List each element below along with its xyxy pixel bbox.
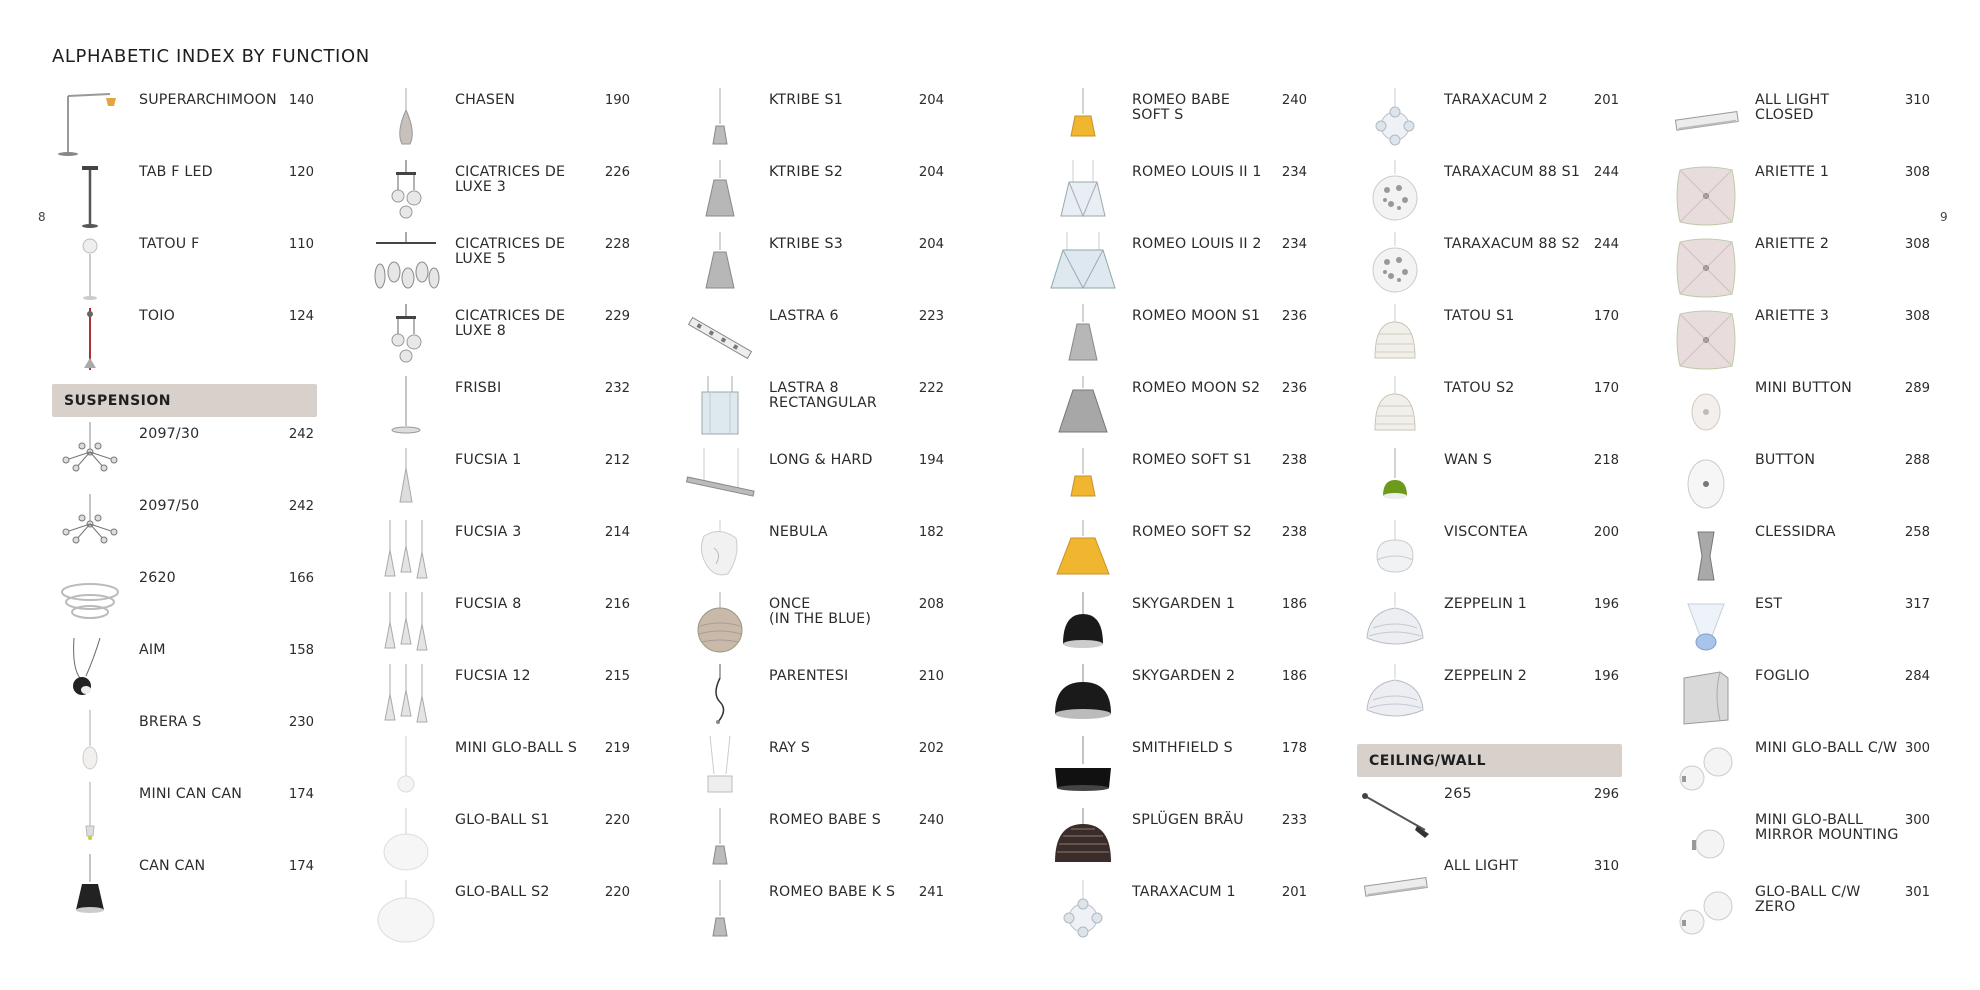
page-reference: 201	[1281, 885, 1307, 900]
bulb-sphere-icon	[1359, 160, 1431, 228]
product-name: AIM	[139, 642, 166, 658]
index-entry[interactable]	[682, 88, 952, 160]
index-entry[interactable]	[52, 494, 322, 566]
product-name: SKYGARDEN 2	[1132, 668, 1236, 684]
page-reference: 238	[1281, 453, 1307, 468]
index-entry[interactable]	[368, 808, 638, 880]
product-name: CICATRICES DE LUXE 5	[455, 236, 566, 267]
page-reference: 204	[918, 93, 944, 108]
fabric-square-icon	[1670, 160, 1742, 228]
product-name: VISCONTEA	[1444, 524, 1528, 540]
index-entry[interactable]	[52, 638, 322, 710]
index-entry[interactable]	[682, 592, 952, 664]
index-entry[interactable]	[52, 566, 322, 638]
product-name: NEBULA	[769, 524, 828, 540]
product-name: SPLÜGEN BRÄU	[1132, 812, 1244, 828]
index-entry[interactable]	[1668, 520, 1938, 592]
page-reference: 244	[1593, 237, 1619, 252]
page-reference: 310	[1904, 93, 1930, 108]
page-reference: 233	[1281, 813, 1307, 828]
page-reference: 216	[604, 597, 630, 612]
chandelier-icon	[54, 422, 126, 490]
product-name: TATOU S1	[1444, 308, 1515, 324]
product-name: MINI GLO-BALL MIRROR MOUNTING	[1755, 812, 1899, 843]
floor-reading-lamp-icon	[54, 160, 126, 228]
index-entry[interactable]	[1357, 304, 1627, 376]
index-entry[interactable]	[1045, 448, 1315, 520]
floor-globe-lamp-icon	[54, 232, 126, 300]
index-entry[interactable]	[1668, 232, 1938, 304]
index-entry[interactable]	[682, 160, 952, 232]
page-reference: 300	[1904, 741, 1930, 756]
index-entry[interactable]	[1045, 160, 1315, 232]
crystal-cone-wide-icon	[1047, 232, 1119, 300]
product-name: 2620	[139, 570, 176, 586]
glass-wall-icon	[1670, 592, 1742, 660]
index-entry[interactable]	[1045, 664, 1315, 736]
egg-pendant-icon	[54, 710, 126, 778]
section-header-label: SUSPENSION	[64, 393, 171, 409]
page-reference: 240	[918, 813, 944, 828]
product-name: KTRIBE S1	[769, 92, 843, 108]
index-entry[interactable]	[52, 88, 322, 160]
section-header-label: CEILING/WALL	[1369, 753, 1486, 769]
page-reference: 202	[918, 741, 944, 756]
cocoon-white-icon	[1359, 520, 1431, 588]
product-name: FUCSIA 1	[455, 452, 522, 468]
floor-arc-lamp-icon	[54, 88, 126, 156]
product-name: FUCSIA 3	[455, 524, 522, 540]
linear-fixture-icon	[1359, 854, 1431, 922]
product-name: LASTRA 6	[769, 308, 839, 324]
wall-globe-mirror-icon	[1670, 808, 1742, 876]
page-reference: 166	[288, 571, 314, 586]
chandelier-icon	[54, 494, 126, 562]
page-reference: 242	[288, 499, 314, 514]
index-entry[interactable]	[1045, 88, 1315, 160]
page-reference: 204	[918, 165, 944, 180]
large-globe-icon	[370, 880, 442, 948]
page-reference: 178	[1281, 741, 1307, 756]
page-reference: 228	[604, 237, 630, 252]
index-entry[interactable]	[52, 160, 322, 232]
index-column	[1045, 88, 1315, 952]
page-reference: 170	[1593, 309, 1619, 324]
product-name: GLO-BALL C/W ZERO	[1755, 884, 1861, 915]
product-name: MINI GLO-BALL C/W	[1755, 740, 1898, 756]
linear-bar-icon	[684, 304, 756, 372]
product-name: ROMEO SOFT S1	[1132, 452, 1252, 468]
index-entry[interactable]	[1357, 592, 1627, 664]
index-entry[interactable]	[368, 664, 638, 736]
page-reference: 182	[918, 525, 944, 540]
page-reference: 196	[1593, 669, 1619, 684]
index-entry[interactable]	[682, 376, 952, 448]
product-name: CAN CAN	[139, 858, 206, 874]
product-name: PARENTESI	[769, 668, 849, 684]
product-name: ARIETTE 3	[1755, 308, 1830, 324]
index-entry[interactable]	[1357, 854, 1627, 926]
product-name: TAB F LED	[139, 164, 213, 180]
page-reference: 186	[1281, 597, 1307, 612]
page-reference: 289	[1904, 381, 1930, 396]
product-name: SMITHFIELD S	[1132, 740, 1233, 756]
index-entry[interactable]	[368, 160, 638, 232]
page-reference: 240	[1281, 93, 1307, 108]
glass-row-icon	[370, 232, 442, 300]
product-name: FRISBI	[455, 380, 502, 396]
index-entry[interactable]	[368, 88, 638, 160]
page-reference: 170	[1593, 381, 1619, 396]
page-reference: 124	[288, 309, 314, 324]
page-reference: 120	[288, 165, 314, 180]
linear-fixture-icon	[1670, 88, 1742, 156]
product-name: MINI CAN CAN	[139, 786, 243, 802]
black-bell-pendant-icon	[54, 854, 126, 922]
product-name: ZEPPELIN 2	[1444, 668, 1527, 684]
cone-cluster-icon	[370, 592, 442, 660]
black-disc-icon	[1047, 736, 1119, 804]
yellow-shade-icon	[1047, 88, 1119, 156]
product-name: CLESSIDRA	[1755, 524, 1836, 540]
index-entry[interactable]	[1045, 592, 1315, 664]
page-reference: 308	[1904, 309, 1930, 324]
index-entry[interactable]	[52, 422, 322, 494]
product-name: TARAXACUM 88 S2	[1444, 236, 1581, 252]
product-name: TARAXACUM 2	[1444, 92, 1548, 108]
product-name: ROMEO BABE SOFT S	[1132, 92, 1231, 123]
wire-pendant-icon	[684, 664, 756, 732]
silver-bell-icon	[1047, 304, 1119, 372]
product-name: ROMEO MOON S1	[1132, 308, 1261, 324]
product-name: MINI GLO-BALL S	[455, 740, 578, 756]
disc-pendant-icon	[370, 376, 442, 444]
page-number-left: 8	[38, 210, 46, 224]
page-reference: 200	[1593, 525, 1619, 540]
product-name: TARAXACUM 1	[1132, 884, 1236, 900]
index-entry[interactable]	[1668, 376, 1938, 448]
index-entry[interactable]	[1668, 160, 1938, 232]
long-bar-icon	[684, 448, 756, 516]
page-reference: 219	[604, 741, 630, 756]
bulb-sphere-icon	[1359, 232, 1431, 300]
page-reference: 140	[288, 93, 314, 108]
product-name: CICATRICES DE LUXE 3	[455, 164, 566, 195]
page-reference: 201	[1593, 93, 1619, 108]
page-reference: 223	[918, 309, 944, 324]
page-reference: 220	[604, 885, 630, 900]
index-entry[interactable]	[1357, 232, 1627, 304]
page-reference: 300	[1904, 813, 1930, 828]
index-column	[682, 88, 952, 952]
small-button-icon	[1670, 376, 1742, 444]
page-reference: 158	[288, 643, 314, 658]
sculpted-shade-icon	[684, 520, 756, 588]
page-reference: 218	[1593, 453, 1619, 468]
product-name: BRERA S	[139, 714, 202, 730]
page-reference: 238	[1281, 525, 1307, 540]
index-entry[interactable]	[1357, 664, 1627, 736]
index-entry[interactable]	[1668, 304, 1938, 376]
zeppelin-icon	[1359, 664, 1431, 732]
index-entry[interactable]	[1668, 880, 1938, 952]
page-number-right: 9	[1940, 210, 1948, 224]
zeppelin-icon	[1359, 592, 1431, 660]
index-entry[interactable]	[682, 808, 952, 880]
index-column	[52, 88, 322, 926]
index-entry[interactable]	[1357, 88, 1627, 160]
product-name: CICATRICES DE LUXE 8	[455, 308, 566, 339]
product-name: ONCE (IN THE BLUE)	[769, 596, 872, 627]
product-name: 265	[1444, 786, 1472, 802]
product-name: CHASEN	[455, 92, 516, 108]
drop-pendant-icon	[370, 88, 442, 156]
product-name: EST	[1755, 596, 1783, 612]
page-reference: 214	[604, 525, 630, 540]
aim-pendant-icon	[54, 638, 126, 706]
page-reference: 229	[604, 309, 630, 324]
index-entry[interactable]	[52, 232, 322, 304]
wall-globes-icon	[1670, 736, 1742, 804]
page-reference: 232	[604, 381, 630, 396]
index-entry[interactable]	[1357, 448, 1627, 520]
product-name: RAY S	[769, 740, 811, 756]
page-reference: 208	[918, 597, 944, 612]
product-name: FUCSIA 8	[455, 596, 522, 612]
glass-cluster-icon	[370, 304, 442, 372]
page-reference: 194	[918, 453, 944, 468]
flower-pendant-icon	[1359, 88, 1431, 156]
cone-cluster-icon	[370, 664, 442, 732]
silver-bell-large-icon	[1047, 376, 1119, 444]
green-dome-icon	[1359, 448, 1431, 516]
crystal-cone-icon	[1047, 160, 1119, 228]
index-entry[interactable]	[1668, 808, 1938, 880]
small-cone-icon	[684, 808, 756, 876]
index-entry[interactable]	[52, 304, 322, 376]
index-entry[interactable]	[1045, 376, 1315, 448]
section-header	[1357, 744, 1622, 777]
wall-globes-icon	[1670, 880, 1742, 948]
page-reference: 212	[604, 453, 630, 468]
product-name: MINI BUTTON	[1755, 380, 1852, 396]
page-reference: 236	[1281, 309, 1307, 324]
index-entry[interactable]	[52, 710, 322, 782]
index-entry[interactable]	[682, 664, 952, 736]
page-reference: 296	[1593, 787, 1619, 802]
index-entry[interactable]	[368, 592, 638, 664]
cone-pendant-icon	[370, 448, 442, 516]
page-reference: 110	[288, 237, 314, 252]
ribbed-dome-icon	[1047, 808, 1119, 876]
black-dome-icon	[1047, 592, 1119, 660]
product-name: TOIO	[139, 308, 175, 324]
product-name: ROMEO BABE S	[769, 812, 881, 828]
page-reference: 234	[1281, 237, 1307, 252]
fabric-square-icon	[1670, 304, 1742, 372]
small-cone-icon	[684, 88, 756, 156]
flower-pendant-icon	[1047, 880, 1119, 948]
product-name: 2097/50	[139, 498, 200, 514]
glass-cluster-icon	[370, 160, 442, 228]
index-entry[interactable]	[1668, 592, 1938, 664]
index-entry[interactable]	[368, 880, 638, 952]
page-reference: 204	[918, 237, 944, 252]
page-reference: 174	[288, 859, 314, 874]
small-globe-icon	[370, 736, 442, 804]
small-pendant-icon	[54, 782, 126, 850]
index-entry[interactable]	[1357, 376, 1627, 448]
page-reference: 174	[288, 787, 314, 802]
page-reference: 317	[1904, 597, 1930, 612]
page-reference: 284	[1904, 669, 1930, 684]
product-name: SUPERARCHIMOON	[139, 92, 277, 108]
page-reference: 215	[604, 669, 630, 684]
product-name: SKYGARDEN 1	[1132, 596, 1236, 612]
page-reference: 210	[918, 669, 944, 684]
index-entry[interactable]	[368, 304, 638, 376]
index-column	[368, 88, 638, 952]
index-entry[interactable]	[1668, 448, 1938, 520]
fabric-square-icon	[1670, 232, 1742, 300]
page-reference: 308	[1904, 237, 1930, 252]
product-name: ROMEO LOUIS II 2	[1132, 236, 1262, 252]
product-name: ZEPPELIN 1	[1444, 596, 1527, 612]
product-name: GLO-BALL S2	[455, 884, 550, 900]
page-reference: 190	[604, 93, 630, 108]
index-entry[interactable]	[682, 232, 952, 304]
spiral-pendant-icon	[54, 566, 126, 634]
index-entry[interactable]	[682, 520, 952, 592]
page-reference: 242	[288, 427, 314, 442]
index-entry[interactable]	[1045, 304, 1315, 376]
page-reference: 244	[1593, 165, 1619, 180]
page-reference: 310	[1593, 859, 1619, 874]
product-name: LONG & HARD	[769, 452, 873, 468]
product-name: FOGLIO	[1755, 668, 1810, 684]
glass-box-icon	[684, 376, 756, 444]
product-name: ROMEO MOON S2	[1132, 380, 1261, 396]
product-name: KTRIBE S3	[769, 236, 843, 252]
page-reference: 234	[1281, 165, 1307, 180]
index-column	[1668, 88, 1938, 952]
drum-pendant-icon	[684, 736, 756, 804]
product-name: LASTRA 8 RECTANGULAR	[769, 380, 877, 411]
hourglass-icon	[1670, 520, 1742, 588]
floor-pole-lamp-icon	[54, 304, 126, 372]
product-name: ARIETTE 1	[1755, 164, 1830, 180]
lattice-dome-icon	[1359, 304, 1431, 372]
page-reference: 301	[1904, 885, 1930, 900]
index-entry[interactable]	[1045, 232, 1315, 304]
yellow-shade-large-icon	[1047, 520, 1119, 588]
product-name: WAN S	[1444, 452, 1493, 468]
product-name: TATOU S2	[1444, 380, 1515, 396]
index-entry[interactable]	[368, 736, 638, 808]
product-name: ROMEO LOUIS II 1	[1132, 164, 1262, 180]
yellow-shade-icon	[1047, 448, 1119, 516]
folded-sheet-icon	[1670, 664, 1742, 732]
index-entry[interactable]	[1357, 782, 1627, 854]
index-entry[interactable]	[1668, 88, 1938, 160]
section-header	[52, 384, 317, 417]
page-reference: 258	[1904, 525, 1930, 540]
index-entry[interactable]	[1045, 880, 1315, 952]
index-entry[interactable]	[368, 376, 638, 448]
index-entry[interactable]	[682, 880, 952, 952]
product-name: 2097/30	[139, 426, 200, 442]
index-entry[interactable]	[682, 736, 952, 808]
index-entry[interactable]	[1045, 736, 1315, 808]
cone-cluster-icon	[370, 520, 442, 588]
page-reference: 236	[1281, 381, 1307, 396]
black-dome-large-icon	[1047, 664, 1119, 732]
index-column	[1357, 88, 1627, 926]
index-entry[interactable]	[1357, 160, 1627, 232]
page-reference: 196	[1593, 597, 1619, 612]
index-entry[interactable]	[1045, 808, 1315, 880]
page-reference: 230	[288, 715, 314, 730]
page-title: ALPHABETIC INDEX BY FUNCTION	[52, 46, 370, 67]
silver-bell-icon	[684, 160, 756, 228]
product-name: TATOU F	[139, 236, 200, 252]
cocoon-ball-icon	[684, 592, 756, 660]
product-name: ROMEO BABE K S	[769, 884, 896, 900]
product-name: ROMEO SOFT S2	[1132, 524, 1252, 540]
index-entry[interactable]	[1668, 736, 1938, 808]
index-entry[interactable]	[368, 448, 638, 520]
index-entry[interactable]	[682, 304, 952, 376]
product-name: BUTTON	[1755, 452, 1816, 468]
wall-arm-icon	[1359, 782, 1431, 850]
product-name: ALL LIGHT CLOSED	[1755, 92, 1830, 123]
page-reference: 241	[918, 885, 944, 900]
product-name: FUCSIA 12	[455, 668, 531, 684]
index-entry[interactable]	[368, 232, 638, 304]
index-entry[interactable]	[1357, 520, 1627, 592]
product-name: ALL LIGHT	[1444, 858, 1519, 874]
page-reference: 186	[1281, 669, 1307, 684]
silver-bell-icon	[684, 232, 756, 300]
product-name: TARAXACUM 88 S1	[1444, 164, 1581, 180]
page-reference: 226	[604, 165, 630, 180]
page-reference: 308	[1904, 165, 1930, 180]
product-name: ARIETTE 2	[1755, 236, 1830, 252]
globe-icon	[370, 808, 442, 876]
index-entry[interactable]	[52, 782, 322, 854]
index-entry[interactable]	[52, 854, 322, 926]
button-icon	[1670, 448, 1742, 516]
lattice-dome-icon	[1359, 376, 1431, 444]
index-entry[interactable]	[1045, 520, 1315, 592]
index-entry[interactable]	[1668, 664, 1938, 736]
product-name: GLO-BALL S1	[455, 812, 550, 828]
page-reference: 220	[604, 813, 630, 828]
small-cone-icon	[684, 880, 756, 948]
index-entry[interactable]	[368, 520, 638, 592]
page-reference: 222	[918, 381, 944, 396]
page-reference: 288	[1904, 453, 1930, 468]
product-name: KTRIBE S2	[769, 164, 843, 180]
index-entry[interactable]	[682, 448, 952, 520]
